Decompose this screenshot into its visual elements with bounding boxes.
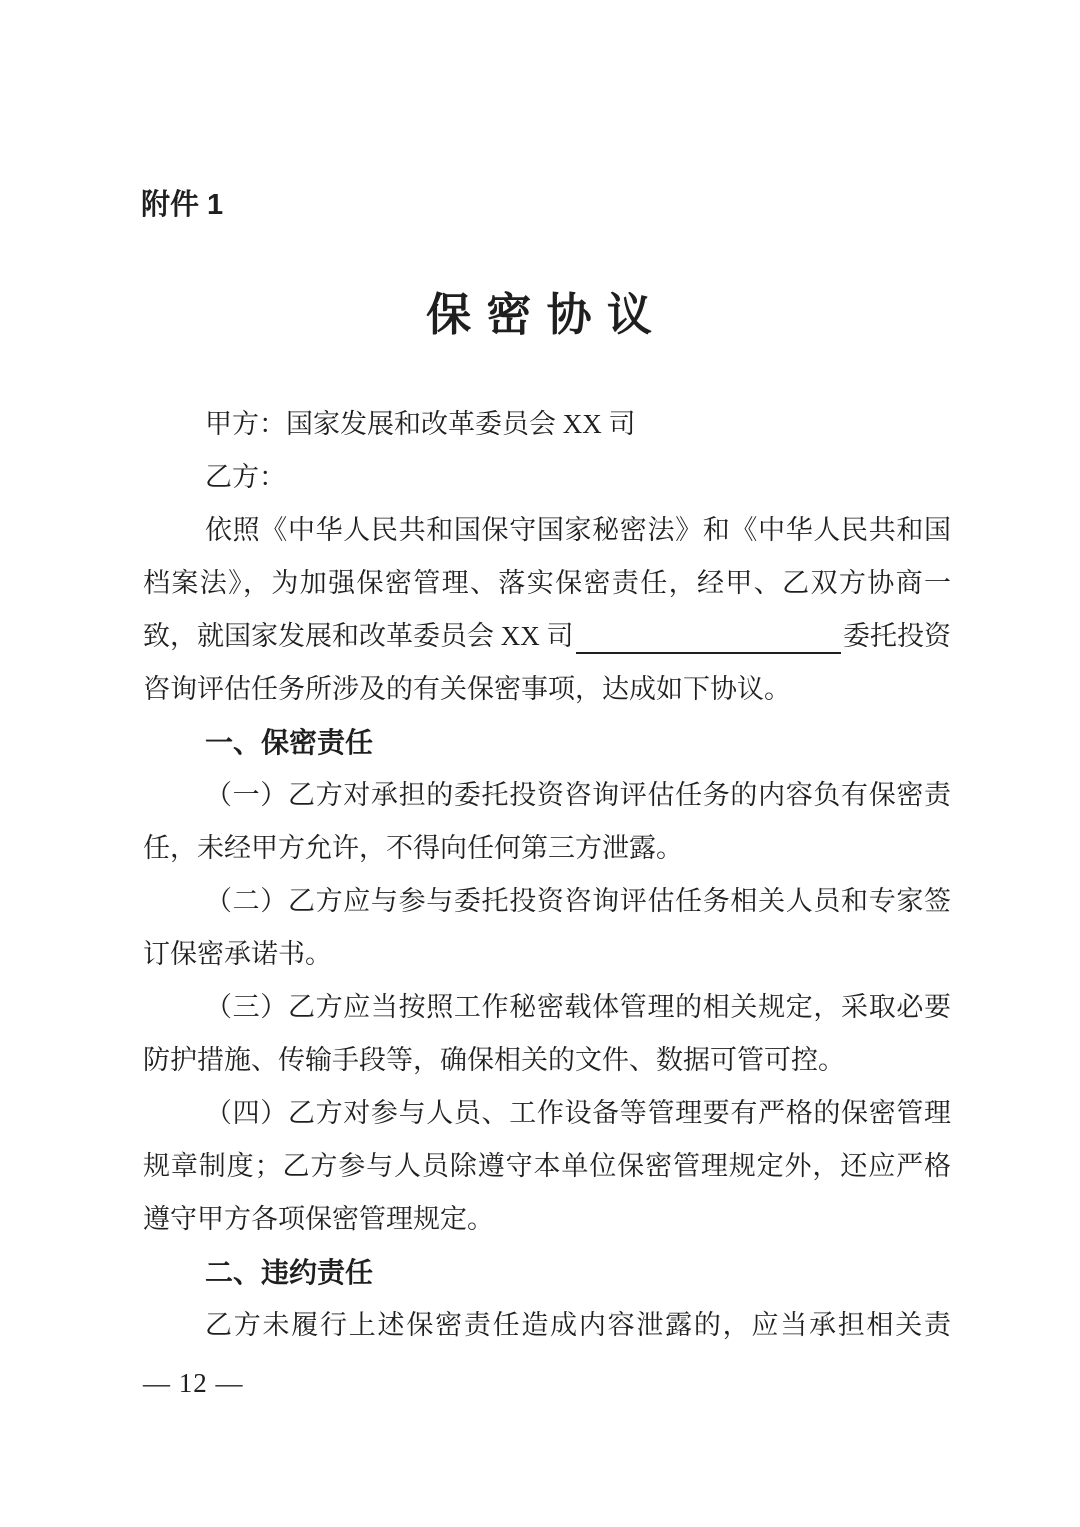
party-a-line: 甲方：国家发展和改革委员会 XX 司	[205, 409, 636, 439]
preamble-line-1: 依照《中华人民共和国保守国家秘密法》和《中华人民共和国	[205, 515, 951, 545]
section-1-item-3-line-1: （三）乙方应当按照工作秘密载体管理的相关规定，采取必要	[205, 992, 951, 1022]
section-1-item-2-line-1: （二）乙方应与参与委托投资咨询评估任务相关人员和专家签	[205, 886, 951, 916]
page-number: — 12 —	[143, 1368, 244, 1398]
section-1-heading: 一、保密责任	[205, 727, 374, 758]
preamble-line-2: 档案法》，为加强保密管理、落实保密责任，经甲、乙双方协商一	[143, 568, 951, 598]
attachment-label: 附件 1	[141, 189, 224, 221]
fill-in-blank-underline	[576, 610, 842, 654]
section-1-item-2-line-2: 订保密承诺书。	[143, 939, 332, 969]
section-1-item-4-line-1: （四）乙方对参与人员、工作设备等管理要有严格的保密管理	[205, 1098, 951, 1128]
preamble-line-3-after-blank: 委托投资	[843, 621, 951, 651]
document-title: 保 密 协 议	[426, 290, 654, 340]
section-1-item-1-line-2: 任，未经甲方允许，不得向任何第三方泄露。	[143, 833, 683, 863]
section-2-heading: 二、违约责任	[205, 1257, 374, 1288]
party-b-line: 乙方：	[205, 462, 286, 492]
preamble-line-3	[143, 610, 951, 663]
section-1-item-1-line-1: （一）乙方对承担的委托投资咨询评估任务的内容负有保密责	[205, 780, 951, 810]
section-1-item-4-line-2: 规章制度；乙方参与人员除遵守本单位保密管理规定外，还应严格	[143, 1151, 951, 1181]
section-1-item-4-line-3: 遵守甲方各项保密管理规定。	[143, 1204, 494, 1234]
preamble-line-4: 咨询评估任务所涉及的有关保密事项，达成如下协议。	[143, 674, 791, 704]
section-1-item-3-line-2: 防护措施、传输手段等，确保相关的文件、数据可管可控。	[143, 1045, 845, 1075]
section-2-para-line-1: 乙方未履行上述保密责任造成内容泄露的，应当承担相关责	[205, 1310, 951, 1340]
document-body	[143, 398, 951, 1352]
preamble-line-3-before-blank: 致，就国家发展和改革委员会 XX 司	[143, 621, 574, 651]
